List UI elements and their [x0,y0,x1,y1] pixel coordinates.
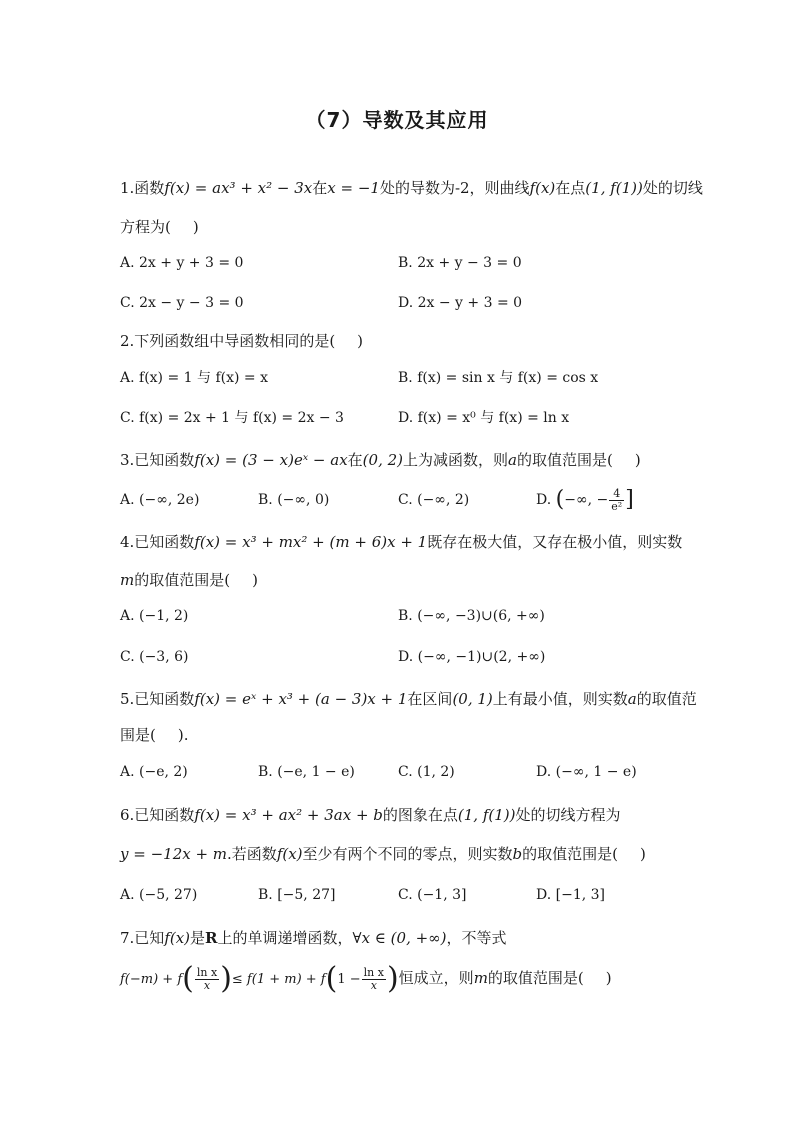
q7-stem-line1 [120,928,507,948]
q3-text: 上为减函数，则 [403,451,509,469]
q3-math: f(x) = (3 − x)eˣ − ax [194,451,348,469]
q7-text: 是 [190,929,206,947]
q3-stem [120,450,641,470]
q5-option-c: C. (1, 2) [398,764,455,780]
fraction-numerator: ln x [196,965,218,979]
q7-text: ) [605,969,612,987]
q7-reals: R [205,929,218,947]
q1-text: ) [192,218,199,236]
q3-option-d: D. (−∞, − $\frac{4}{\text{e²}}$ ] [536,486,634,513]
q2-option-a: A. f(x) = 1 与 f(x) = x [120,370,268,386]
q2-option-b: B. f(x) = sin x 与 f(x) = cos x [398,370,599,386]
q1-stem-line1 [120,178,703,198]
q5-option-b: B. (−e, 1 − e) [258,764,355,780]
q5-math: f(x) = eˣ + x³ + (a − 3)x + 1 [194,690,408,708]
q4-math: f(x) = x³ + mx² + (m + 6)x + 1 [194,533,428,551]
q1-text: 方程为( [120,218,171,236]
q2-option-c: C. f(x) = 2x + 1 与 f(x) = 2x − 3 [120,410,344,426]
q6-math: (1, f(1)) [457,806,516,824]
q4-text: 的取值范围是( [134,571,231,589]
q6-stem-line2 [120,844,646,864]
q5-text: 围是( [120,726,156,744]
q7-math: ≤ f(1 + m) + f [231,972,326,987]
q5-var: a [627,690,637,708]
fraction-numerator: ln x [363,965,384,979]
q6-text: 的取值范围是( [522,845,619,863]
q4-option-c: C. (−3, 6) [120,649,189,665]
q5-option-d: D. (−∞, 1 − e) [536,764,637,780]
q6-option-d: D. [−1, 3] [536,887,605,903]
q3-option-d-text: −∞, − [564,492,609,508]
q7-stem-line2: f(−m) + f( $\frac{\text{ln x}}{x}$ )≤ f(1 + m) + f(1 − $\frac{\text{ln x}}{x}$ )恒成立，则m的取值范围是( ) [120,961,612,996]
q7-text: ，不等式 [446,929,507,947]
q3-option-d-fraction [609,488,624,513]
q5-text: 上有最小值，则实数 [492,690,628,708]
q1-math: x = −1 [327,179,380,197]
q6-option-b: B. [−5, 27] [258,887,336,903]
q5-stem-line2 [120,725,188,745]
q1-option-d: D. 2x − y + 3 = 0 [398,295,523,311]
q6-var: b [512,845,523,863]
q2-stem [120,331,363,351]
q4-text: ) [252,571,258,589]
q7-fraction [195,967,219,992]
q4-text: 4.已知函数 [120,533,195,551]
q6-text: 6.已知函数 [120,806,195,824]
fraction-numerator: 4 [609,488,624,501]
q1-math: (1, f(1)) [585,179,643,197]
q1-text: 处的切线 [642,179,703,197]
q5-text: ). [177,726,189,744]
q6-math: f(x) [276,845,303,863]
q1-option-c: C. 2x − y − 3 = 0 [120,295,244,311]
q4-option-a: A. (−1, 2) [120,608,189,624]
q3-option-c: C. (−∞, 2) [398,492,470,508]
q1-text: 处的导数为-2，则曲线 [379,179,530,197]
q5-text: 在区间 [407,690,453,708]
q6-math: y = −12x + m [120,845,228,863]
q4-option-b: B. (−∞, −3)∪(6, +∞) [398,608,545,624]
q1-option-b: B. 2x + y − 3 = 0 [398,255,522,271]
q1-option-a: A. 2x + y + 3 = 0 [120,255,244,271]
q2-text: 2.下列函数组中导函数相同的是( [120,332,336,350]
q6-text: 处的切线方程为 [515,806,621,824]
q6-text: 至少有两个不同的零点，则实数 [302,845,513,863]
q6-math: f(x) = x³ + ax² + 3ax + b [194,806,383,824]
q4-stem-line1 [120,532,682,552]
q6-stem-line1 [120,805,621,825]
q7-text: 的取值范围是( [487,969,584,987]
q6-option-c: C. (−1, 3] [398,887,467,903]
q5-text: 5.已知函数 [120,690,195,708]
q7-text: 上的单调递增函数， [217,929,353,947]
q1-text: 在点 [555,179,586,197]
q4-text: 既存在极大值，又存在极小值，则实数 [427,533,683,551]
q4-option-d: D. (−∞, −1)∪(2, +∞) [398,649,546,665]
q6-text: ) [640,845,646,863]
q5-math: (0, 1) [452,690,493,708]
q5-text: 的取值范 [636,690,697,708]
q1-math: f(x) [529,179,556,197]
q3-option-b: B. (−∞, 0) [258,492,330,508]
q3-option-a: A. (−∞, 2e) [120,492,200,508]
q3-var: a [508,451,517,469]
q1-text: 在 [312,179,328,197]
q3-text: ) [634,451,641,469]
q1-stem-line2 [120,217,199,237]
q7-math: 1 − [337,972,361,987]
q4-stem-line2 [120,570,258,590]
q3-text: 的取值范围是( [516,451,613,469]
q7-text: 7.已知 [120,929,165,947]
q7-var: m [473,969,488,987]
q7-fraction [362,967,386,992]
fraction-denominator: e² [611,499,623,513]
q7-math: f(−m) + f [120,972,183,987]
q7-math: ∀x ∈ (0, +∞) [352,929,447,947]
q6-option-a: A. (−5, 27) [120,887,198,903]
q4-var: m [120,571,135,589]
fraction-denominator: x [203,978,211,992]
q3-option-d-label: D. [536,492,552,508]
q3-math: (0, 2) [362,451,403,469]
q6-text: .若函数 [227,845,277,863]
q1-math: f(x) = ax³ + x² − 3x [164,179,313,197]
q3-text: 在 [347,451,363,469]
q1-text: 1.函数 [120,179,165,197]
q5-stem-line1 [120,689,697,709]
fraction-denominator: x [370,978,377,992]
q5-option-a: A. (−e, 2) [120,764,188,780]
q7-math: f(x) [164,929,191,947]
q2-option-d: D. f(x) = x⁰ 与 f(x) = ln x [398,410,570,426]
q3-text: 3.已知函数 [120,451,195,469]
q7-text: 恒成立，则 [398,969,474,987]
q2-text: ) [357,332,364,350]
q6-text: 的图象在点 [382,806,458,824]
page-title: （7）导数及其应用 [305,108,489,132]
